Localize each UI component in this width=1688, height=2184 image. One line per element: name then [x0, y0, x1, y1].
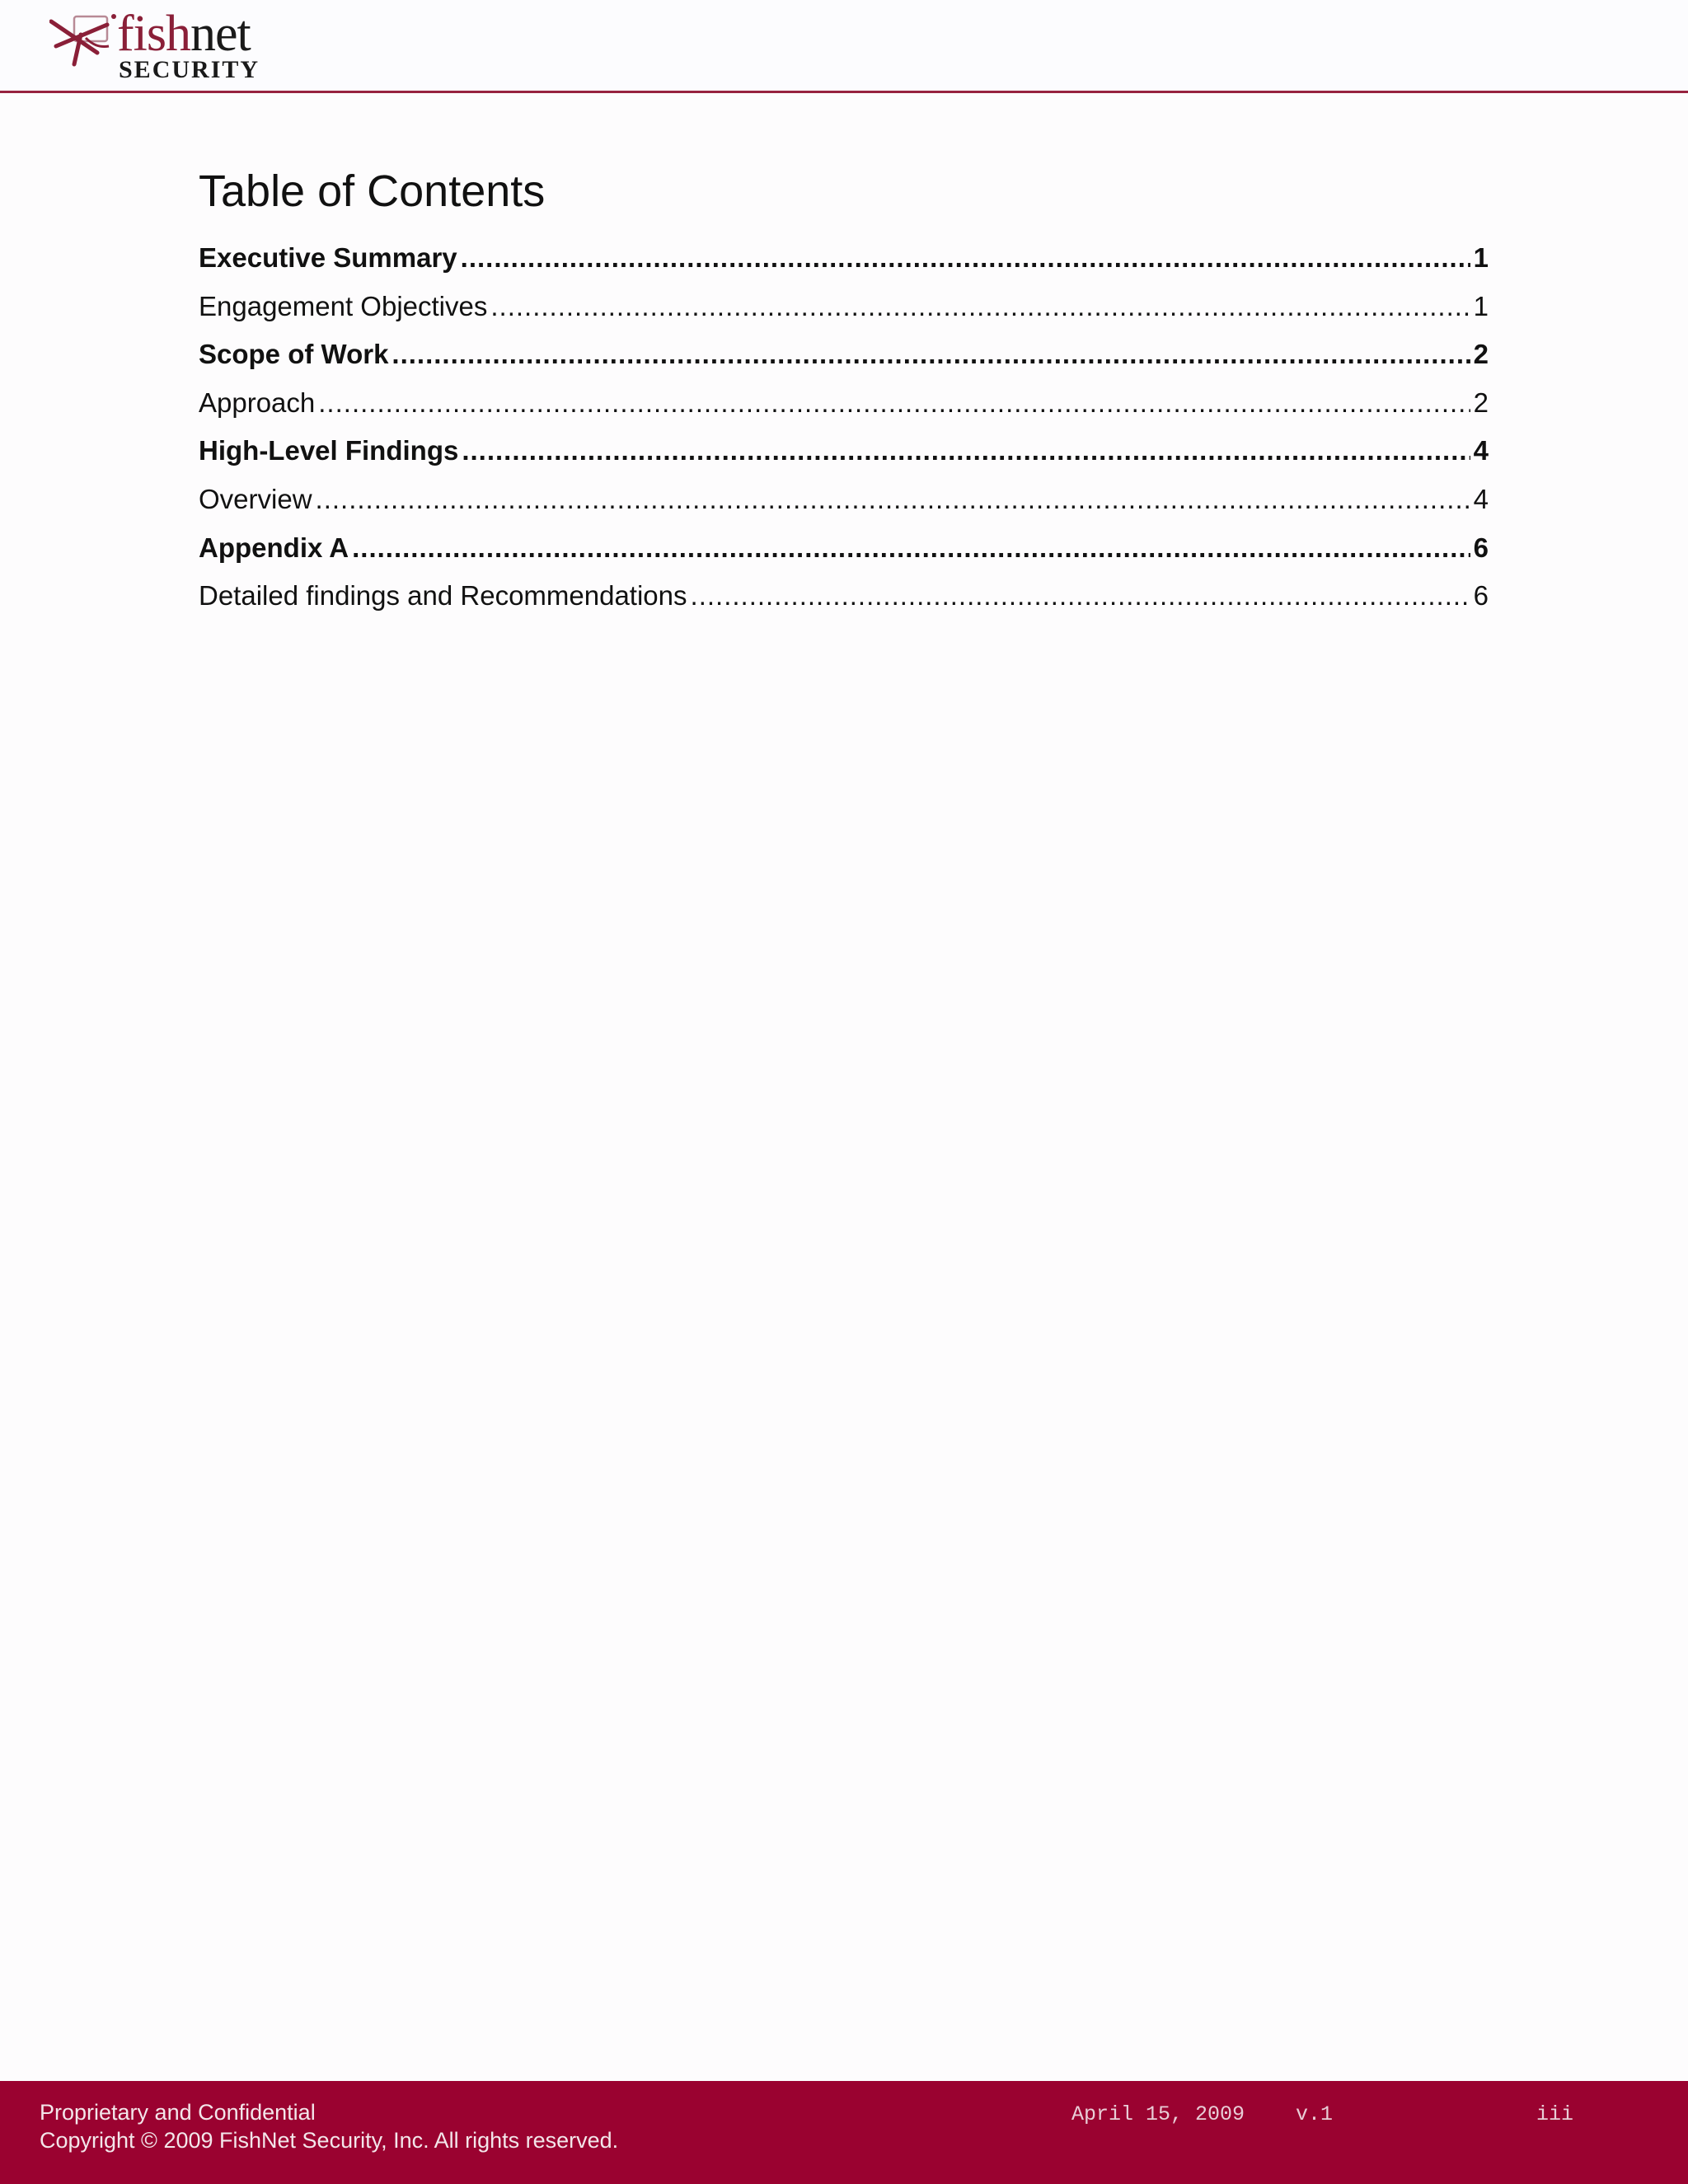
- toc-leader-dots: [462, 427, 1470, 476]
- logo-subtitle: SECURITY: [119, 56, 260, 83]
- page-footer: [0, 2081, 1688, 2184]
- toc-entry-overview[interactable]: [199, 476, 1489, 524]
- toc-leader-dots: [392, 330, 1470, 379]
- toc-entry-label: Approach: [199, 387, 316, 418]
- toc-entry-high-level-findings[interactable]: [199, 427, 1489, 476]
- toc-leader-dots: [352, 524, 1470, 573]
- toc-entry-page: 6: [1473, 532, 1489, 563]
- toc-entry-label: Appendix A: [199, 532, 349, 563]
- toc-leader-dots: [461, 234, 1470, 283]
- toc-list: [199, 234, 1489, 621]
- toc-entry-page: 2: [1473, 339, 1489, 370]
- toc-entry-label: Executive Summary: [199, 242, 457, 273]
- table-of-contents: [199, 165, 1489, 621]
- logo-wordmark: [117, 7, 251, 61]
- toc-entry-page: 2: [1473, 387, 1489, 418]
- toc-entry-page: 4: [1473, 483, 1489, 514]
- toc-entry-label: High-Level Findings: [199, 435, 459, 466]
- toc-entry-label: Overview: [199, 483, 312, 514]
- toc-entry-label: Engagement Objectives: [199, 290, 488, 321]
- toc-entry-page: 1: [1473, 242, 1489, 273]
- toc-entry-page: 1: [1473, 290, 1489, 321]
- footer-page-number: iii: [1536, 2102, 1574, 2126]
- fishnet-logo-mark-icon: [49, 10, 124, 68]
- toc-entry-page: 6: [1473, 580, 1489, 612]
- toc-entry-executive-summary[interactable]: [199, 234, 1489, 283]
- toc-entry-scope-of-work[interactable]: [199, 330, 1489, 379]
- toc-leader-dots: [691, 572, 1470, 621]
- toc-entry-label: Scope of Work: [199, 339, 389, 370]
- toc-entry-engagement-objectives[interactable]: [199, 283, 1489, 331]
- toc-entry-appendix-a[interactable]: [199, 524, 1489, 573]
- footer-copyright: Copyright © 2009 FishNet Security, Inc. All rights reserved.: [40, 2128, 619, 2153]
- footer-date: April 15, 2009: [1071, 2102, 1245, 2126]
- toc-entry-approach[interactable]: [199, 379, 1489, 428]
- toc-leader-dots: [318, 379, 1470, 428]
- toc-entry-detailed-findings[interactable]: [199, 572, 1489, 621]
- toc-title: Table of Contents: [199, 166, 546, 216]
- page-header: [0, 0, 1688, 93]
- logo-wordmark-fish: fish: [117, 6, 190, 62]
- footer-version: v.1: [1296, 2102, 1334, 2126]
- logo-wordmark-net: net: [190, 6, 251, 62]
- fishnet-security-logo: [49, 6, 297, 84]
- toc-entry-page: 4: [1473, 435, 1489, 466]
- toc-leader-dots: [490, 283, 1470, 331]
- toc-leader-dots: [316, 476, 1470, 524]
- footer-legal: [40, 2098, 618, 2154]
- toc-entry-label: Detailed findings and Recommendations: [199, 580, 687, 612]
- footer-confidential-notice: Proprietary and Confidential: [40, 2100, 316, 2125]
